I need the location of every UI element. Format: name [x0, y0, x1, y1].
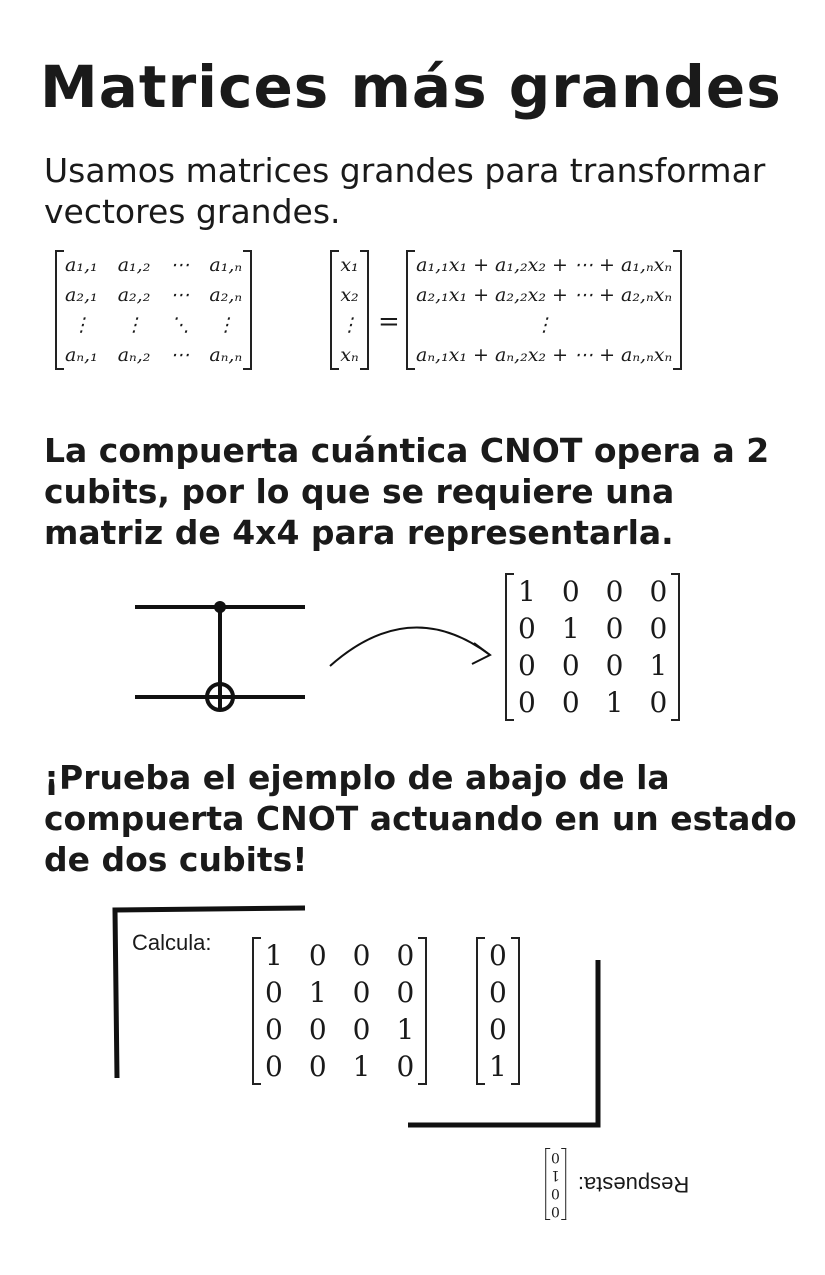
matrix-row [545, 1148, 566, 1166]
matrix-cell: 1 [561, 612, 580, 645]
matrix-cell: ⋱ [170, 314, 190, 336]
matrix-cell: 0 [605, 575, 624, 608]
matrix-row [545, 1202, 566, 1220]
matrix-cell: xₙ [340, 344, 359, 366]
matrix-cell: 0 [265, 1050, 283, 1083]
matrix-cell: 0 [352, 976, 371, 1009]
cnot-matrix [505, 573, 680, 721]
matrix-cell: 0 [265, 976, 283, 1009]
matrix-row [545, 1184, 566, 1202]
matrix-cell: a₂,₁x₁ + a₂,₂x₂ + ⋯ + a₂,ₙxₙ [416, 284, 673, 306]
matrix-cell: 0 [561, 686, 580, 719]
matrix-cell: a₂,ₙ [209, 284, 243, 306]
matrix-cell: 0 [551, 1203, 560, 1219]
matrix-cell: 0 [551, 1185, 560, 1201]
matrix-cell: 1 [551, 1167, 560, 1183]
matrix-cell: ⋮ [124, 314, 144, 336]
matrix-cell: 0 [396, 976, 415, 1009]
calc-matrix [252, 937, 427, 1085]
matrix-cell: 1 [649, 649, 668, 682]
matrix-cell: 0 [561, 575, 580, 608]
equals-sign: = [378, 307, 400, 337]
matrix-cell: 1 [265, 939, 283, 972]
matrix-cell: 1 [308, 976, 327, 1009]
matrix-cell: ⋮ [534, 314, 554, 336]
matrix-cell: a₁,ₙ [209, 254, 243, 276]
arrow-icon [330, 628, 490, 666]
calc-vector [476, 937, 520, 1085]
matrix-cell: 0 [518, 649, 536, 682]
matrix-cell: aₙ,₁ [65, 344, 98, 366]
matrix-cell: a₁,₂ [117, 254, 151, 276]
matrix-row [505, 647, 680, 684]
matrix-cell: 0 [308, 1050, 327, 1083]
matrix-cell: ⋯ [170, 284, 190, 306]
matrix-cell: x₂ [340, 284, 359, 306]
matrix-row [505, 684, 680, 721]
intro-text: Usamos matrices grandes para transformar vectores grandes. [44, 151, 766, 231]
matrix-cell: ⋯ [170, 344, 190, 366]
matrix-cell: aₙ,₂ [117, 344, 151, 366]
matrix-cell: 0 [649, 612, 668, 645]
answer-vector [545, 1148, 566, 1220]
matrix-cell: ⋮ [340, 314, 359, 336]
matrix-cell: a₂,₁ [65, 284, 98, 306]
matrix-row [505, 573, 680, 610]
try-text: ¡Prueba el ejemplo de abajo de la compuerta CNOT actuando en un estado de dos cubits! [44, 758, 797, 879]
page-title: Matrices más grandes [40, 53, 782, 121]
matrix-row [252, 1048, 427, 1085]
matrix-cell: x₁ [340, 254, 359, 276]
matrix-row [545, 1166, 566, 1184]
matrix-cell: aₙ,₁x₁ + aₙ,₂x₂ + ⋯ + aₙ,ₙxₙ [416, 344, 673, 366]
matrix-cell: 0 [489, 939, 507, 972]
matrix-cell: 1 [518, 575, 536, 608]
matrix-row [252, 937, 427, 974]
matrix-cell: 0 [308, 939, 327, 972]
matrix-cell: 0 [396, 939, 415, 972]
matrix-cell: ⋯ [170, 254, 190, 276]
control-dot [214, 601, 226, 613]
matrix-row [252, 974, 427, 1011]
matrix-cell: 0 [649, 686, 668, 719]
matrix-row [476, 1048, 520, 1085]
matrix-cell: 0 [308, 1013, 327, 1046]
matrix-cell: 0 [518, 612, 536, 645]
matrix-cell: ⋮ [216, 314, 236, 336]
matrix-row [476, 937, 520, 974]
cnot-text: La compuerta cuántica CNOT opera a 2 cubits, por lo que se requiere una matriz de 4x4 para representarla. [44, 431, 770, 552]
matrix-cell: 1 [605, 686, 624, 719]
matrix-cell: a₁,₁x₁ + a₁,₂x₂ + ⋯ + a₁,ₙxₙ [416, 254, 673, 276]
matrix-cell: aₙ,ₙ [209, 344, 243, 366]
matrix-cell: 0 [605, 649, 624, 682]
matrix-cell: 0 [396, 1050, 415, 1083]
matrix-cell: 0 [561, 649, 580, 682]
answer-block [545, 1148, 689, 1220]
matrix-cell: 1 [396, 1013, 415, 1046]
matrix-row [476, 974, 520, 1011]
matrix-cell: 0 [352, 1013, 371, 1046]
matrix-cell: 0 [518, 686, 536, 719]
matrix-row [476, 1011, 520, 1048]
matrix-cell: 0 [352, 939, 371, 972]
matrix-cell: a₁,₁ [65, 254, 98, 276]
matrix-row [505, 610, 680, 647]
matrix-cell: 0 [649, 575, 668, 608]
matrix-cell: a₂,₂ [117, 284, 151, 306]
matrix-cell: 0 [489, 1013, 507, 1046]
answer-label: Respuesta: [577, 1172, 690, 1197]
matrix-cell: ⋮ [71, 314, 91, 336]
matrix-cell: 0 [551, 1149, 560, 1165]
matrix-cell: 0 [489, 976, 507, 1009]
matrix-cell: 1 [352, 1050, 371, 1083]
matrix-cell: 0 [605, 612, 624, 645]
matrix-row [252, 1011, 427, 1048]
calc-label: Calcula: [132, 930, 212, 955]
matrix-cell: 1 [489, 1050, 507, 1083]
matrix-cell: 0 [265, 1013, 283, 1046]
